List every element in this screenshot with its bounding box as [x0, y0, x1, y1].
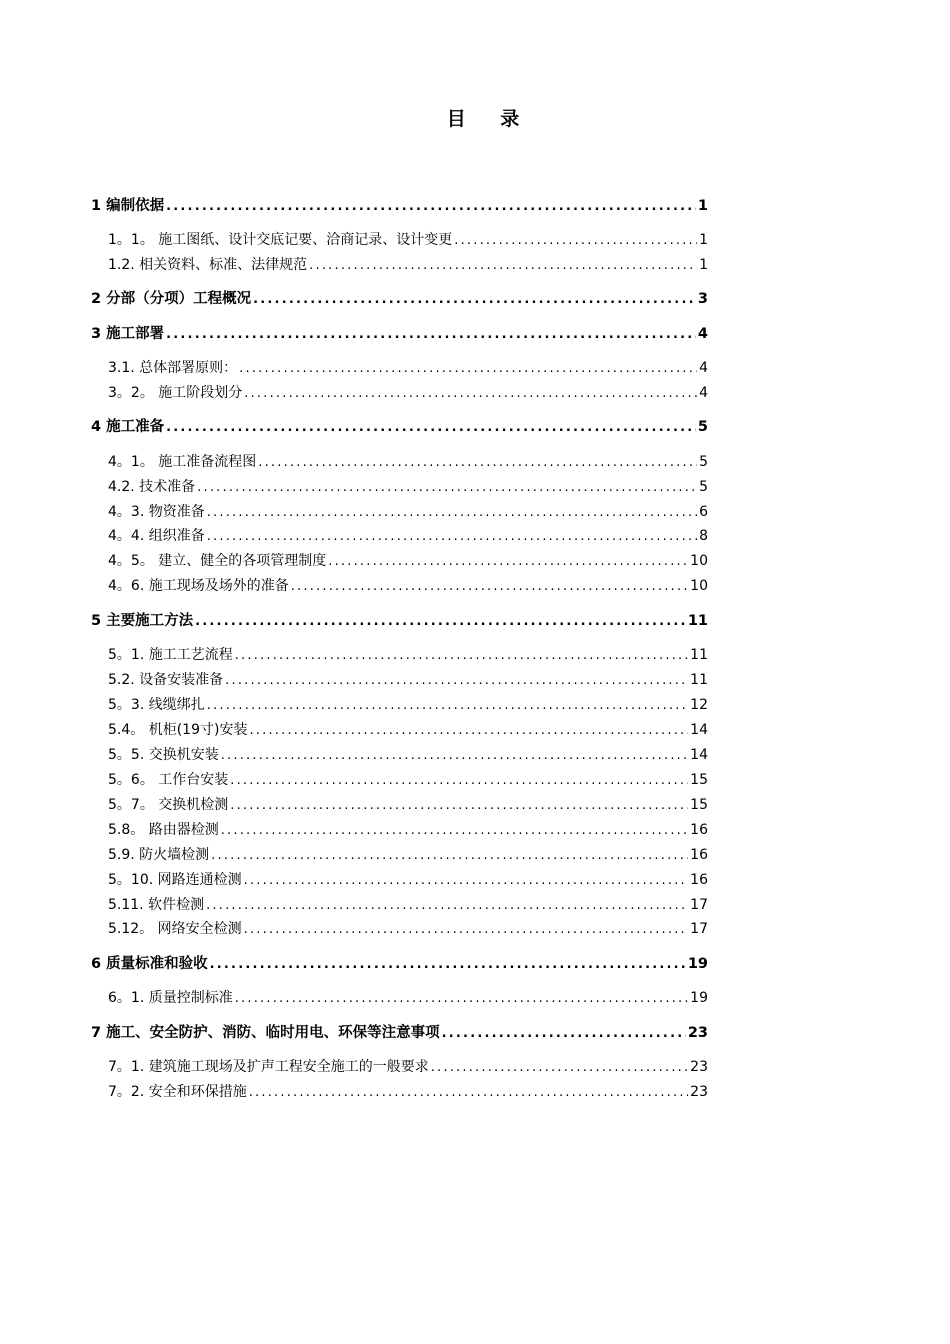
- toc-dot-leader: [442, 1025, 686, 1043]
- toc-entry-label: 1。1。 施工图纸、设计交底记要、洽商记录、设计变更: [108, 232, 453, 248]
- toc-page-number: 1: [699, 232, 708, 248]
- toc-entry[interactable]: [108, 256, 708, 274]
- toc-page-number: 14: [690, 722, 708, 738]
- toc-entry-label: 3 施工部署: [91, 326, 165, 342]
- toc-page-number: 15: [690, 772, 708, 788]
- toc-entry[interactable]: [108, 696, 708, 714]
- toc-entry-label: 4 施工准备: [91, 419, 165, 435]
- toc-page-number: 1: [699, 257, 708, 273]
- toc-page-number: 4: [699, 360, 708, 376]
- toc-entry-label: 4。5。 建立、健全的各项管理制度: [108, 553, 327, 569]
- toc-entry[interactable]: [108, 527, 708, 545]
- toc-entry-label: 4.2. 技术准备: [108, 479, 196, 495]
- toc-entry[interactable]: [108, 871, 708, 889]
- toc-entry-label: 4。3. 物资准备: [108, 504, 205, 520]
- toc-entry[interactable]: [108, 796, 708, 814]
- toc-entry[interactable]: [108, 1083, 708, 1101]
- toc-dot-leader: [249, 1084, 688, 1102]
- toc-dot-leader: [244, 872, 689, 890]
- toc-page-number: 19: [687, 956, 708, 972]
- toc-dot-leader: [244, 385, 697, 403]
- toc-page-number: 10: [690, 553, 708, 569]
- toc-dot-leader: [207, 528, 697, 546]
- toc-dot-leader: [230, 772, 688, 790]
- toc-entry-label: 5。5. 交换机安装: [108, 747, 219, 763]
- toc-dot-leader: [211, 847, 688, 865]
- toc-page-number: 5: [699, 454, 708, 470]
- toc-entry[interactable]: [108, 846, 708, 864]
- toc-entry-label: 1.2. 相关资料、标准、法律规范: [108, 257, 308, 273]
- toc-dot-leader: [166, 326, 696, 344]
- toc-entry-label: 5。1. 施工工艺流程: [108, 647, 233, 663]
- toc-entry-label: 4。4. 组织准备: [108, 528, 205, 544]
- toc-entry[interactable]: [91, 1024, 708, 1042]
- toc-entry-label: 5 主要施工方法: [91, 613, 194, 629]
- toc-page-number: 5: [699, 479, 708, 495]
- toc-entry[interactable]: [108, 920, 708, 938]
- toc-entry-label: 5。7。 交换机检测: [108, 797, 229, 813]
- toc-entry[interactable]: [108, 503, 708, 521]
- toc-page-number: 11: [687, 613, 708, 629]
- toc-page-number: 17: [690, 897, 708, 913]
- toc-page-number: 15: [690, 797, 708, 813]
- toc-dot-leader: [166, 419, 696, 437]
- toc-entry-label: 3.1. 总体部署原则：: [108, 360, 238, 376]
- toc-dot-leader: [166, 198, 696, 216]
- toc-entry[interactable]: [91, 197, 708, 215]
- toc-dot-leader: [239, 360, 697, 378]
- toc-entry-label: 5.11. 软件检测: [108, 897, 205, 913]
- toc-entry-label: 4。6. 施工现场及场外的准备: [108, 578, 289, 594]
- toc-page-number: 11: [690, 647, 708, 663]
- toc-dot-leader: [225, 672, 688, 690]
- toc-entry-label: 5。10. 网路连通检测: [108, 872, 242, 888]
- toc-entry[interactable]: [108, 359, 708, 377]
- toc-dot-leader: [221, 822, 688, 840]
- toc-page-number: 12: [690, 697, 708, 713]
- toc-entry-label: 7。2. 安全和环保措施: [108, 1084, 247, 1100]
- toc-entry[interactable]: [91, 955, 708, 973]
- toc-page-number: 8: [699, 528, 708, 544]
- toc-entry[interactable]: [108, 646, 708, 664]
- toc-dot-leader: [206, 897, 688, 915]
- toc-page-number: 5: [697, 419, 708, 435]
- toc-entry-label: 4。1。 施工准备流程图: [108, 454, 257, 470]
- toc-entry-label: 3。2。 施工阶段划分: [108, 385, 243, 401]
- toc-dot-leader: [454, 232, 697, 250]
- toc-entry[interactable]: [91, 325, 708, 343]
- toc-entry-label: 5.4。 机柜(19寸)安装: [108, 722, 248, 738]
- toc-entry-label: 5。6。 工作台安装: [108, 772, 229, 788]
- toc-dot-leader: [309, 257, 697, 275]
- toc-page-number: 3: [697, 291, 708, 307]
- toc-dot-leader: [244, 921, 689, 939]
- toc-entry[interactable]: [108, 896, 708, 914]
- toc-entry[interactable]: [91, 418, 708, 436]
- toc-entry-label: 5。3. 线缆绑扎: [108, 697, 205, 713]
- toc-entry[interactable]: [108, 453, 708, 471]
- toc-entry-label: 5.2. 设备安装准备: [108, 672, 224, 688]
- toc-entry[interactable]: [108, 384, 708, 402]
- toc-entry[interactable]: [108, 746, 708, 764]
- toc-dot-leader: [207, 504, 697, 522]
- toc-page-number: 4: [699, 385, 708, 401]
- toc-page-number: 1: [697, 198, 708, 214]
- toc-dot-leader: [195, 613, 686, 631]
- toc-page-number: 17: [690, 921, 708, 937]
- toc-page-number: 14: [690, 747, 708, 763]
- toc-entry[interactable]: [108, 771, 708, 789]
- toc-page-number: 16: [690, 822, 708, 838]
- toc-entry[interactable]: [108, 231, 708, 249]
- toc-dot-leader: [328, 553, 688, 571]
- toc-entry[interactable]: [108, 821, 708, 839]
- toc-dot-leader: [258, 454, 697, 472]
- toc-dot-leader: [249, 722, 688, 740]
- toc-dot-leader: [291, 578, 688, 596]
- toc-entry-label: 7 施工、安全防护、消防、临时用电、环保等注意事项: [91, 1025, 440, 1041]
- toc-entry[interactable]: [108, 552, 708, 570]
- toc-entry-label: 5.12。 网络安全检测: [108, 921, 242, 937]
- toc-page-number: 19: [690, 990, 708, 1006]
- toc-entry-label: 5.9. 防火墙检测: [108, 847, 210, 863]
- toc-entry[interactable]: [91, 612, 708, 630]
- toc-entry[interactable]: [108, 671, 708, 689]
- toc-entry[interactable]: [108, 989, 708, 1007]
- toc-entry[interactable]: [108, 577, 708, 595]
- toc-dot-leader: [221, 747, 688, 765]
- toc-page-number: 23: [690, 1084, 708, 1100]
- page-title: 目 录: [446, 108, 534, 130]
- toc-dot-leader: [431, 1059, 688, 1077]
- toc-entry-label: 7。1. 建筑施工现场及扩声工程安全施工的一般要求: [108, 1059, 429, 1075]
- toc-page-number: 16: [690, 847, 708, 863]
- toc-entry-label: 1 编制依据: [91, 198, 165, 214]
- toc-page-number: 11: [690, 672, 708, 688]
- toc-entry[interactable]: [91, 290, 708, 308]
- toc-dot-leader: [197, 479, 697, 497]
- toc-entry-label: 6。1. 质量控制标准: [108, 990, 233, 1006]
- toc-entry[interactable]: [108, 721, 708, 739]
- toc-dot-leader: [235, 990, 688, 1008]
- toc-dot-leader: [210, 956, 686, 974]
- toc-dot-leader: [235, 647, 688, 665]
- toc-entry-label: 5.8。 路由器检测: [108, 822, 219, 838]
- toc-entry-label: 6 质量标准和验收: [91, 956, 208, 972]
- toc-dot-leader: [230, 797, 688, 815]
- toc-dot-leader: [207, 697, 688, 715]
- toc-entry[interactable]: [108, 478, 708, 496]
- toc-dot-leader: [253, 291, 696, 309]
- toc-page-number: 4: [697, 326, 708, 342]
- toc-page-number: 10: [690, 578, 708, 594]
- toc-page-number: 6: [699, 504, 708, 520]
- toc-page-number: 16: [690, 872, 708, 888]
- toc-page-number: 23: [690, 1059, 708, 1075]
- toc-entry-label: 2 分部（分项）工程概况: [91, 291, 252, 307]
- toc-page-number: 23: [687, 1025, 708, 1041]
- toc-entry[interactable]: [108, 1058, 708, 1076]
